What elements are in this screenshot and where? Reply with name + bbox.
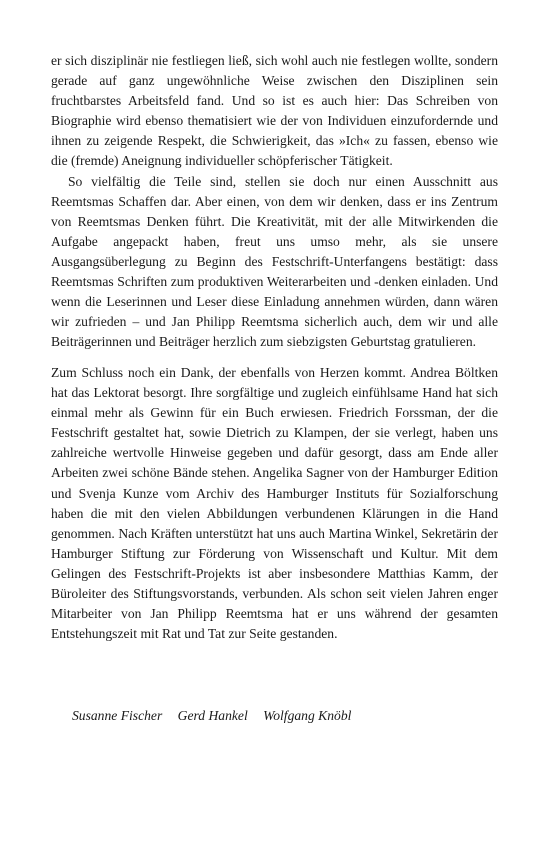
author-name-knoebl: Wolfgang Knöbl	[263, 708, 352, 723]
intro-text-block	[51, 51, 498, 352]
acknowledgements-paragraph: Zum Schluss noch ein Dank, der ebenfalls von Herzen kommt. Andrea Böltken hat das Lektorat besorgt. Ihre sorgfältige und zugleich einfühlsame Hand hat sich einmal mehr als Gewinn für ein Buch erwiesen. Friedrich Forssman, der die Festschrift gestaltet hat, sowie Dietrich zu Klampen, der sie verlegt, haben uns zahlreiche wertvolle Hinweise gegeben und dafür gesorgt, dass am Ende aller Arbeiten zwei schöne Bände stehen. Angelika Sagner von der Hamburger Edition und Svenja Kunze vom Archiv des Hamburger Instituts für Sozialforschung haben die mit den vielen Abbildungen verbundenen Klärungen in die Hand genommen. Nach Kräften unterstützt hat uns auch Martina Winkel, Sekretärin der Hamburger Stiftung zur Förderung von Wissenschaft und Kultur. Mit dem Gelingen des Festschrift-Projekts ist aber insbesondere Matthias Kamm, der Büroleiter des Stiftungsvorstands, verbunden. Als schon seit vielen Jahren enger Mitarbeiter von Jan Philipp Reemtsma hat er uns während der gesamten Entstehungszeit mit Rat und Tat zur Seite gestanden.	[51, 365, 498, 642]
intro-paragraph-1: er sich disziplinär nie festliegen ließ, sich wohl auch nie festlegen wollte, sondern gerade auf ganz ungewöhnliche Weise zwischen den Disziplinen sein fruchtbarstes Arbeitsfeld fand. Und so ist es auch hier: Das Schreiben von Biographie wird ebenso thematisiert wie der von Individuen einzufordernde und ihnen zu zeigende Respekt, die Schwierigkeit, das »Ich« zu fassen, ebenso wie die (fremde) Aneignung individueller schöpferischer Tätigkeit.	[51, 53, 498, 169]
author-name-fischer: Susanne Fischer	[72, 708, 163, 723]
author-signatures	[72, 708, 363, 724]
author-name-hankel: Gerd Hankel	[177, 708, 248, 723]
intro-paragraph-2: So vielfältig die Teile sind, stellen sie doch nur einen Ausschnitt aus Reemtsmas Schaffen dar. Aber einen, von dem wir denken, dass er ins Zentrum von Reemtsmas Denken führt. Die Kreativität, mit der alle Mitwirkenden die Aufgabe angepackt haben, freut uns umso mehr, als sie unsere Ausgangsüberlegung zu Beginn des Festschrift-Unterfangens bestätigt: dass Reemtsmas Schriften zum produktiven Weiterarbeiten und -denken einladen. Und wenn die Leserinnen und Leser diese Einladung annehmen würden, dann wären wir zufrieden – und Jan Philipp Reemtsma sicherlich auch, dem wir und alle Beiträgerinnen und Beiträger herzlich zum siebzigsten Geburtstag gratulieren.	[51, 173, 498, 350]
acknowledgements-text-block	[51, 363, 498, 644]
